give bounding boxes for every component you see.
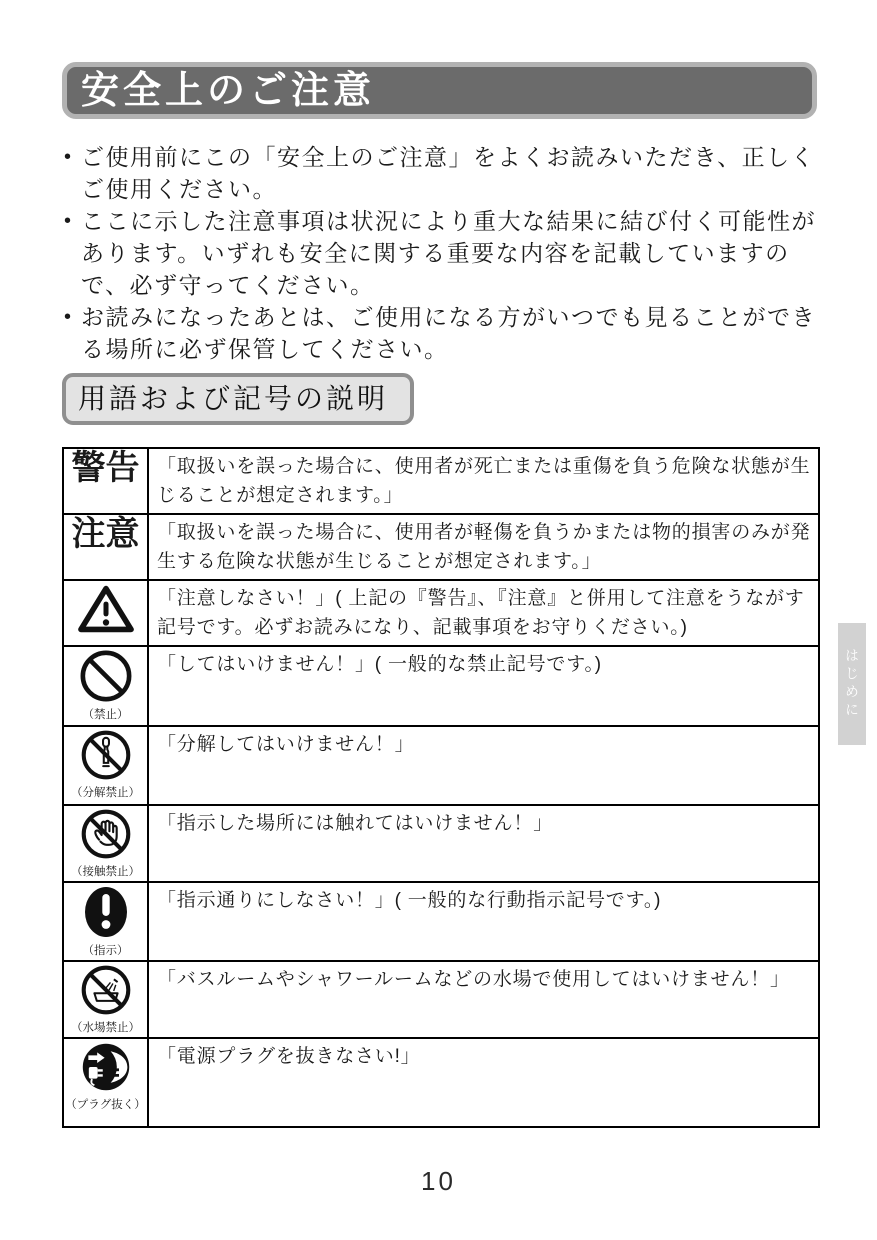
- icon-label: （分解禁止）: [71, 787, 140, 799]
- section-title-banner: [62, 373, 414, 425]
- table-row: [63, 646, 819, 726]
- table-row: [63, 882, 819, 961]
- page-number: 10: [421, 1166, 456, 1196]
- page-title: 安全上のご注意: [81, 69, 376, 112]
- table-row: [63, 805, 819, 882]
- symbol-description: 「電源プラグを抜きなさい!」: [148, 1038, 819, 1127]
- icon-label: （水場禁止）: [71, 1022, 140, 1034]
- symbol-description: 「指示した場所には触れてはいけません！」: [148, 805, 819, 882]
- unplug-icon: [80, 1041, 132, 1098]
- symbol-description: 「指示通りにしなさい！」( 一般的な行動指示記号です。): [148, 882, 819, 961]
- intro-bullet: • ここに示した注意事項は状況により重大な結果に結び付く可能性があります。いずれも安全に関する重要な内容を記載していますので、必ず守ってください。: [64, 205, 822, 301]
- icon-label: （指示）: [82, 945, 129, 957]
- table-row: [63, 448, 819, 514]
- chapter-side-tab: [838, 623, 866, 745]
- symbol-description: 「取扱いを誤った場合に、使用者が軽傷を負うかまたは物的損害のみが発生する危険な状態が生じることが想定されます。」: [148, 514, 819, 580]
- intro-bullet: • ご使用前にこの「安全上のご注意」をよくお読みいただき、正しくご使用ください。: [64, 141, 822, 205]
- instruction-icon: [82, 885, 130, 944]
- symbol-explanation-table: [62, 447, 820, 1128]
- table-row: [63, 1038, 819, 1127]
- symbol-description: 「してはいけません！」( 一般的な禁止記号です。): [148, 646, 819, 726]
- chapter-side-tab-label: はじめに: [844, 648, 860, 720]
- section-title: 用語および記号の説明: [78, 383, 389, 414]
- prohibition-icon: [79, 649, 133, 708]
- icon-label: （プラグ抜く）: [65, 1099, 146, 1111]
- no-bathroom-use-icon: [80, 964, 132, 1021]
- warning-word: 警告: [71, 449, 140, 487]
- table-row: [63, 514, 819, 580]
- table-row: [63, 961, 819, 1038]
- caution-word: 注意: [71, 515, 140, 553]
- icon-label: （接触禁止）: [71, 866, 140, 878]
- symbol-description: 「取扱いを誤った場合に、使用者が死亡または重傷を負う危険な状態が生じることが想定されます。」: [148, 448, 819, 514]
- table-row: [63, 580, 819, 646]
- symbol-description: 「注意しなさい！」( 上記の『警告』、『注意』と併用して注意をうながす記号です。必ずお読みになり、記載事項をお守りください。): [148, 580, 819, 646]
- symbol-description: 「分解してはいけません！」: [148, 726, 819, 805]
- icon-label: （禁止）: [82, 709, 129, 721]
- warning-word-cell: [63, 448, 148, 514]
- no-touch-icon: [80, 808, 132, 865]
- intro-bullet: • お読みになったあとは、ご使用になる方がいつでも見ることができる場所に必ず保管してください。: [64, 301, 822, 365]
- symbol-description: 「バスルームやシャワールームなどの水場で使用してはいけません！」: [148, 961, 819, 1038]
- warning-triangle-icon: [76, 583, 136, 640]
- table-row: [63, 726, 819, 805]
- no-disassembly-icon: [80, 729, 132, 786]
- intro-bullet-list: [64, 141, 822, 365]
- page-title-banner: [62, 62, 817, 119]
- caution-word-cell: [63, 514, 148, 580]
